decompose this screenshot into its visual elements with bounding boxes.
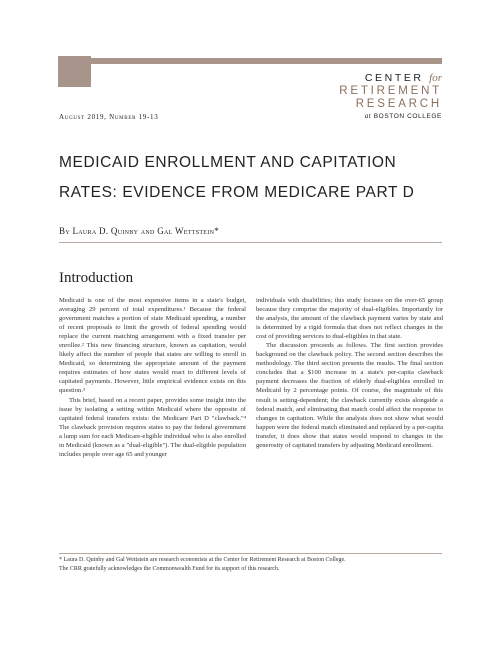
paragraph: This brief, based on a recent paper, provides some insight into the issue by isolating a setting within Medicaid where the opposite of capitated federal transfers exists: the Medicare Part D "clawback."⁴ The clawback provision requires states to pay the federal government a lump sum for each Medicare-eligible individual who is also enrolled in Medicaid (known as a "dual-eligible"). The dual-eligible population includes people over age 65 and younger (59, 396, 246, 458)
body-column-right (256, 296, 443, 450)
byline: By Laura D. Quinby and Gal Wettstein* (59, 226, 220, 236)
section-heading: Introduction (59, 270, 134, 286)
footnote (59, 556, 449, 574)
brand-square (58, 56, 91, 87)
footnote-line-1: * Laura D. Quinby and Gal Wettstein are research economists at the Center for Retirement Research at Boston College. (59, 557, 346, 563)
logo-boston-college: BOSTON COLLEGE (373, 113, 442, 120)
paragraph: Medicaid is one of the most expensive items in a state's budget, averaging 29 percent of total expenditures.¹ Because the federal government matches a portion of state Medicaid spending, a number of recent proposals to limit the growth of federal spending would replace the current matching arrangement with a fixed transfer per enrollee.² This new financing structure, known as capitation, would likely affect the number of people that states are willing to enroll in Medicaid, so determining the appropriate amount of the payment requires estimates of how states would react to different levels of capitated payments. However, little empirical evidence exists on this question.³ (59, 297, 246, 395)
footnote-divider (59, 553, 442, 554)
byline-divider (59, 242, 442, 243)
brand-bar (91, 58, 442, 64)
body-column-left (59, 296, 246, 459)
crr-logo (332, 72, 442, 122)
footnote-line-2: The CRR gratefully acknowledges the Commonwealth Fund for its support of this research. (59, 566, 280, 572)
article-title (59, 148, 449, 208)
logo-at: at (364, 112, 372, 120)
logo-center: CENTER (364, 72, 424, 84)
issue-line: August 2019, Number 19-13 (59, 113, 159, 121)
paragraph: individuals with disabilities; this study focuses on the over-65 group because they comprise the majority of dual-eligibles. Importantly for the analysis, the amount of the clawback payment varies by state and is determined by a rigid formula that does not reflect changes in the cost of providing services to dual-eligibles in that state. (256, 297, 443, 341)
paragraph: The discussion proceeds as follows. The first section provides background on the clawback policy. The second section describes the methodology. The third section presents the results. The final section concludes that a $100 increase in a state's per-capita clawback payment decreases the fraction of elderly dual-eligibles enrolled in Medicaid by 2 percentage points. Of course, the magnitude of this result is setting-dependent; the clawback currently exists alongside a federal match, and eliminating that match could affect the response to changes in capitation. While the analysis does not show what would happen were the federal match eliminated and replaced by a per-capita transfer, it does show that states would respond to changes in the generosity of capitated transfers by adjusting Medicaid enrollment. (256, 342, 443, 449)
logo-for: for (429, 72, 442, 84)
logo-retirement: RETIREMENT (339, 85, 442, 97)
title-line-2: RATES: EVIDENCE FROM MEDICARE PART D (59, 184, 415, 201)
title-line-1: MEDICAID ENROLLMENT AND CAPITATION (59, 154, 397, 171)
logo-research: RESEARCH (355, 98, 442, 110)
